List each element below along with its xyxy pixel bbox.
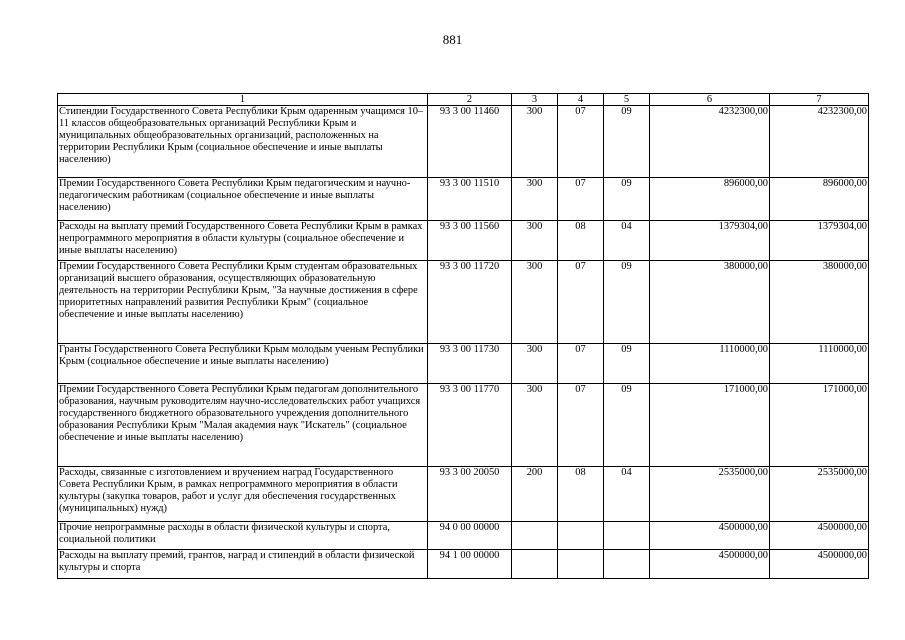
section-cell: 08 (558, 221, 604, 261)
column-header: 1 (58, 94, 428, 106)
expense-name-cell: Прочие непрограммные расходы в области физической культуры и спорта, социальной политики (58, 522, 428, 550)
subsection-cell: 09 (604, 261, 650, 344)
amount-cell: 171000,00 (770, 384, 869, 467)
amount-cell: 1379304,00 (650, 221, 770, 261)
amount-cell: 380000,00 (650, 261, 770, 344)
column-header: 5 (604, 94, 650, 106)
amount-cell: 1110000,00 (770, 344, 869, 384)
section-cell: 07 (558, 344, 604, 384)
amount-cell: 896000,00 (770, 178, 869, 221)
section-cell: 07 (558, 384, 604, 467)
section-cell: 07 (558, 261, 604, 344)
expense-type-cell (512, 550, 558, 579)
table-row (58, 522, 869, 550)
expense-name-cell: Премии Государственного Совета Республики Крым студентам образовательных организаций высшего образования, осуществляющих образовательную деятельность на территории Республики Крым, "За научные достижения в сфере приоритетных направлений развития Республики Крым" (социальное обеспечение и иные выплаты населению) (58, 261, 428, 344)
section-cell: 07 (558, 106, 604, 178)
table-row (58, 178, 869, 221)
expense-name-cell: Стипендии Государственного Совета Республики Крым одаренным учащимся 10–11 классов общеобразовательных организаций Республики Крым и муниципальных общеобразовательных организаций, расположенных на территории Республики Крым (социальное обеспечение и иные выплаты населению) (58, 106, 428, 178)
amount-cell: 171000,00 (650, 384, 770, 467)
target-article-code-cell: 93 3 00 20050 (428, 467, 512, 522)
expense-name-cell: Гранты Государственного Совета Республики Крым молодым ученым Республики Крым (социальное обеспечение и иные выплаты населению) (58, 344, 428, 384)
target-article-code-cell: 93 3 00 11460 (428, 106, 512, 178)
amount-cell: 380000,00 (770, 261, 869, 344)
target-article-code-cell: 93 3 00 11510 (428, 178, 512, 221)
target-article-code-cell: 94 0 00 00000 (428, 522, 512, 550)
expense-name-cell: Премии Государственного Совета Республики Крым педагогам дополнительного образования, научным руководителям научно-исследовательских работ учащихся государственного бюджетного образовательного учреждения дополнительного образования Республики Крым "Малая академия наук "Искатель" (социальное обеспечение и иные выплаты населению) (58, 384, 428, 467)
subsection-cell: 04 (604, 221, 650, 261)
expense-type-cell: 300 (512, 221, 558, 261)
amount-cell: 896000,00 (650, 178, 770, 221)
amount-cell: 2535000,00 (770, 467, 869, 522)
subsection-cell: 09 (604, 178, 650, 221)
table-row (58, 384, 869, 467)
subsection-cell: 04 (604, 467, 650, 522)
section-cell: 07 (558, 178, 604, 221)
expense-name-cell: Расходы, связанные с изготовлением и вручением наград Государственного Совета Республики Крым, в рамках непрограммного мероприятия в области культуры (закупка товаров, работ и услуг для обеспечения государственных (муниципальных) нужд) (58, 467, 428, 522)
subsection-cell: 09 (604, 344, 650, 384)
section-cell (558, 522, 604, 550)
subsection-cell (604, 550, 650, 579)
expense-type-cell: 200 (512, 467, 558, 522)
subsection-cell: 09 (604, 384, 650, 467)
column-number-row (58, 94, 869, 106)
page-number: 881 (442, 32, 463, 47)
expense-type-cell: 300 (512, 178, 558, 221)
amount-cell: 4500000,00 (770, 550, 869, 579)
table-row (58, 550, 869, 579)
amount-cell: 4500000,00 (770, 522, 869, 550)
amount-cell: 4500000,00 (650, 550, 770, 579)
column-header: 4 (558, 94, 604, 106)
table-row (58, 221, 869, 261)
table-row (58, 261, 869, 344)
expense-type-cell (512, 522, 558, 550)
target-article-code-cell: 93 3 00 11730 (428, 344, 512, 384)
expense-name-cell: Расходы на выплату премий, грантов, наград и стипендий в области физической культуры и спорта (58, 550, 428, 579)
amount-cell: 2535000,00 (650, 467, 770, 522)
table-row (58, 344, 869, 384)
column-header: 2 (428, 94, 512, 106)
column-header: 6 (650, 94, 770, 106)
budget-table (57, 93, 869, 579)
target-article-code-cell: 93 3 00 11720 (428, 261, 512, 344)
table-row (58, 467, 869, 522)
column-header: 7 (770, 94, 869, 106)
target-article-code-cell: 94 1 00 00000 (428, 550, 512, 579)
amount-cell: 4232300,00 (770, 106, 869, 178)
amount-cell: 1110000,00 (650, 344, 770, 384)
section-cell: 08 (558, 467, 604, 522)
expense-type-cell: 300 (512, 344, 558, 384)
expense-type-cell: 300 (512, 261, 558, 344)
expense-type-cell: 300 (512, 384, 558, 467)
amount-cell: 4232300,00 (650, 106, 770, 178)
expense-type-cell: 300 (512, 106, 558, 178)
table-row (58, 106, 869, 178)
expense-name-cell: Премии Государственного Совета Республики Крым педагогическим и научно-педагогическим работникам (социальное обеспечение и иные выплаты населению) (58, 178, 428, 221)
amount-cell: 4500000,00 (650, 522, 770, 550)
expense-name-cell: Расходы на выплату премий Государственного Совета Республики Крым в рамках непрограммного мероприятия в области культуры (социальное обеспечение и иные выплаты населению) (58, 221, 428, 261)
target-article-code-cell: 93 3 00 11770 (428, 384, 512, 467)
amount-cell: 1379304,00 (770, 221, 869, 261)
subsection-cell (604, 522, 650, 550)
column-header: 3 (512, 94, 558, 106)
section-cell (558, 550, 604, 579)
target-article-code-cell: 93 3 00 11560 (428, 221, 512, 261)
subsection-cell: 09 (604, 106, 650, 178)
